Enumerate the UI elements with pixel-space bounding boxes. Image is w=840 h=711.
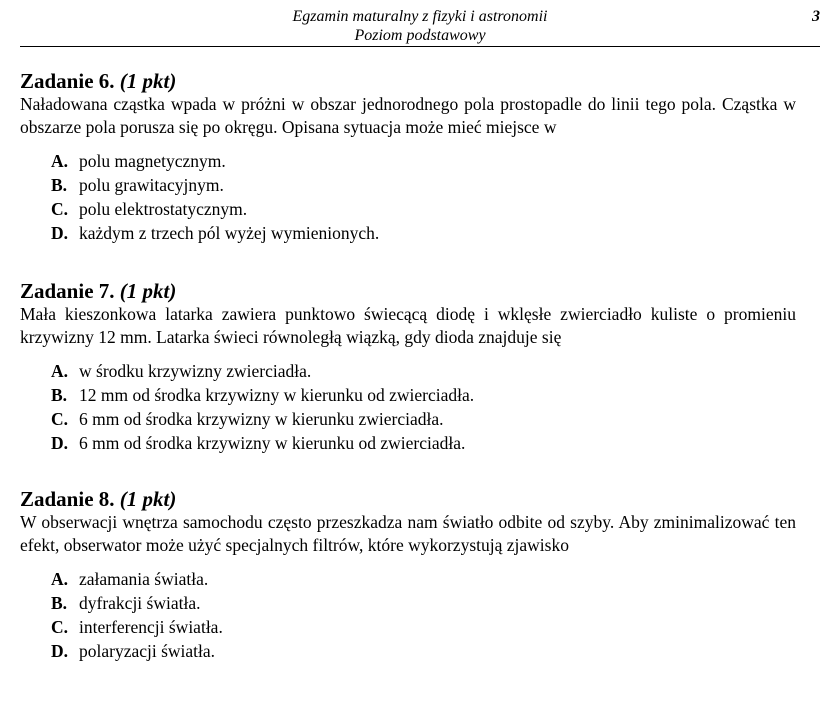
option-text: polu magnetycznym. <box>79 151 226 171</box>
task-title <box>20 487 796 511</box>
answer-options <box>51 149 796 245</box>
option-letter: C. <box>51 409 69 429</box>
option-d[interactable] <box>51 639 796 663</box>
option-text: każdym z trzech pól wyżej wymienionych. <box>79 223 380 243</box>
task-body: W obserwacji wnętrza samochodu często przeszkadza nam światło odbite od szyby. Aby zminimalizować ten efekt, obserwator może użyć specjalnych filtrów, które wykorzystują zjawisko <box>20 512 796 555</box>
option-letter: D. <box>51 223 69 243</box>
option-d[interactable] <box>51 221 796 245</box>
option-a[interactable] <box>51 149 796 173</box>
option-letter: D. <box>51 433 69 453</box>
option-text: interferencji światła. <box>79 617 223 637</box>
exam-title: Egzamin maturalny z fizyki i astronomii <box>292 8 548 25</box>
option-b[interactable] <box>51 383 796 407</box>
page-header <box>20 6 820 47</box>
option-text: 6 mm od środka krzywizny w kierunku od zwierciadła. <box>79 433 466 453</box>
option-text: polu elektrostatycznym. <box>79 199 248 219</box>
task-title <box>20 279 796 303</box>
answer-options <box>51 567 796 663</box>
option-letter: D. <box>51 641 69 661</box>
task-number: Zadanie 7. <box>20 279 115 303</box>
option-text: polaryzacji światła. <box>79 641 216 661</box>
option-letter: A. <box>51 361 69 381</box>
task-8 <box>20 487 796 663</box>
option-text: 6 mm od środka krzywizny w kierunku zwierciadła. <box>79 409 444 429</box>
task-number: Zadanie 8. <box>20 487 115 511</box>
option-letter: C. <box>51 617 69 637</box>
task-6 <box>20 69 796 245</box>
option-text: w środku krzywizny zwierciadła. <box>79 361 312 381</box>
option-a[interactable] <box>51 359 796 383</box>
task-points: (1 pkt) <box>119 487 177 511</box>
task-points: (1 pkt) <box>119 69 177 93</box>
option-letter: B. <box>51 593 68 613</box>
option-letter: B. <box>51 385 68 405</box>
task-number: Zadanie 6. <box>20 69 115 93</box>
option-c[interactable] <box>51 407 796 431</box>
option-b[interactable] <box>51 173 796 197</box>
task-7 <box>20 279 796 455</box>
task-points: (1 pkt) <box>119 279 177 303</box>
task-title <box>20 69 796 93</box>
exam-level: Poziom podstawowy <box>354 27 486 44</box>
option-letter: A. <box>51 569 69 589</box>
option-letter: B. <box>51 175 68 195</box>
option-text: załamania światła. <box>79 569 209 589</box>
option-letter: C. <box>51 199 69 219</box>
answer-options <box>51 359 796 455</box>
option-d[interactable] <box>51 431 796 455</box>
option-a[interactable] <box>51 567 796 591</box>
task-body: Naładowana cząstka wpada w próżni w obszar jednorodnego pola prostopadle do linii tego pola. Cząstka w obszarze pola porusza się po okręgu. Opisana sytuacja może mieć miejsce w <box>20 94 796 137</box>
option-text: dyfrakcji światła. <box>79 593 201 613</box>
option-text: 12 mm od środka krzywizny w kierunku od zwierciadła. <box>79 385 475 405</box>
option-text: polu grawitacyjnym. <box>79 175 224 195</box>
option-c[interactable] <box>51 197 796 221</box>
option-c[interactable] <box>51 615 796 639</box>
option-letter: A. <box>51 151 69 171</box>
page-number: 3 <box>812 8 820 25</box>
task-body: Mała kieszonkowa latarka zawiera punktowo świecącą diodę i wklęsłe zwierciadło kuliste o promieniu krzywizny 12 mm. Latarka świeci równoległą wiązką, gdy dioda znajduje się <box>20 304 796 347</box>
option-b[interactable] <box>51 591 796 615</box>
